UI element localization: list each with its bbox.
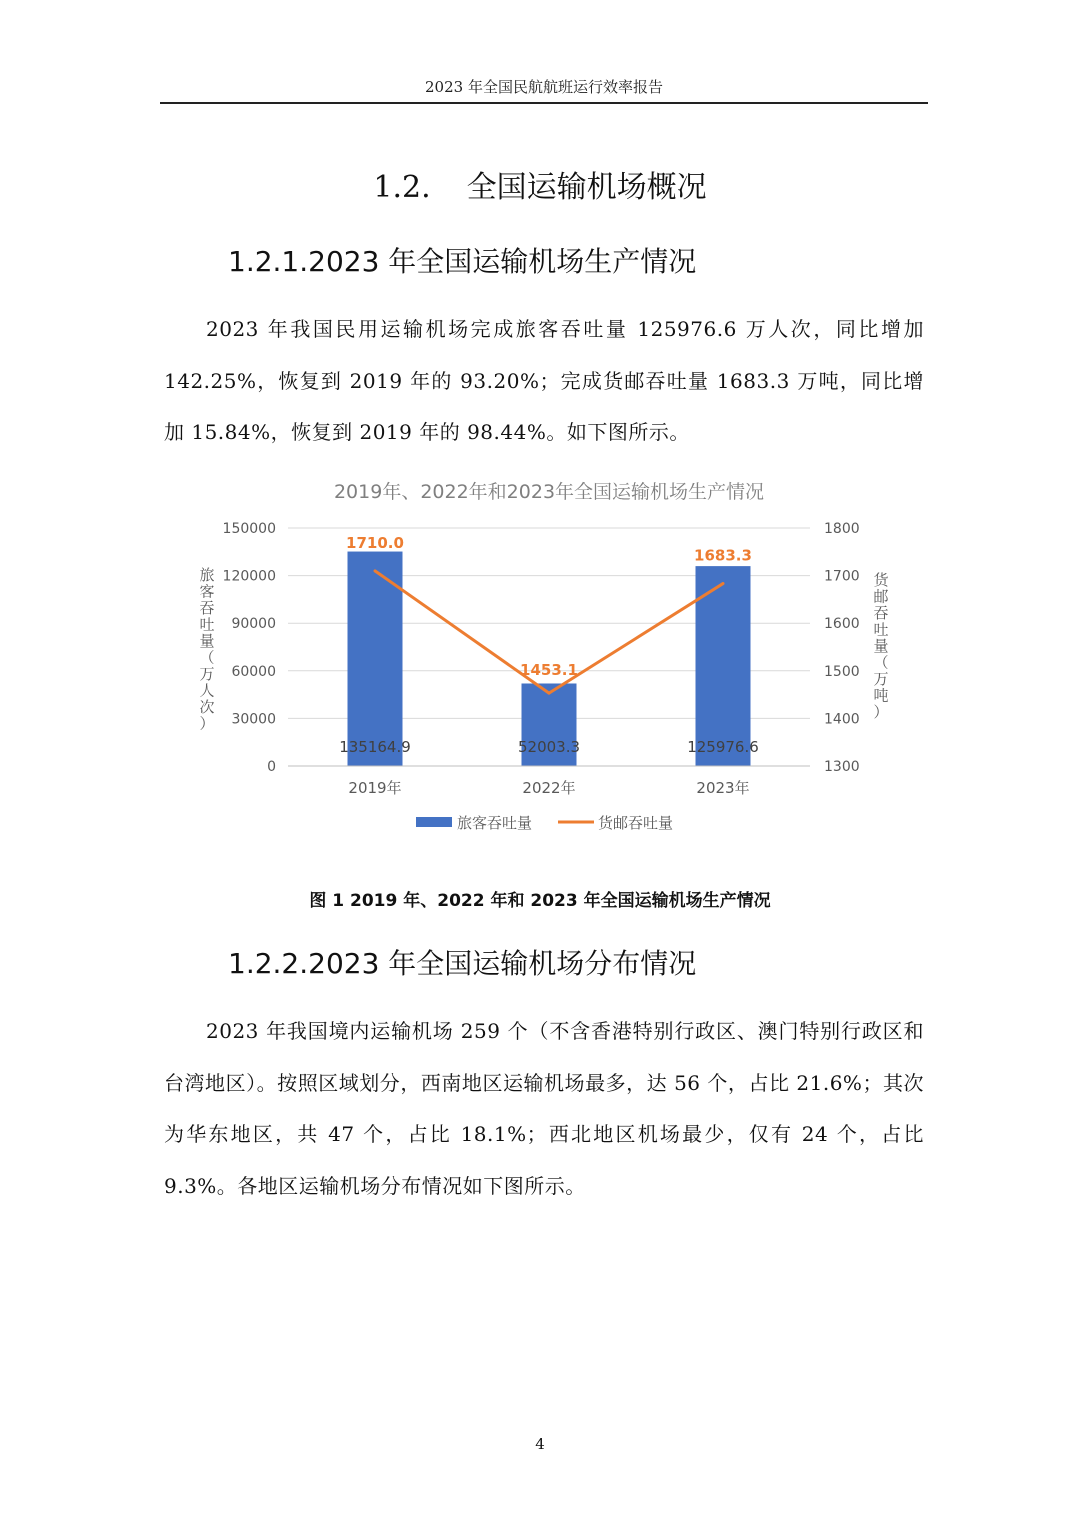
subsection-heading-2: 1.2.2.2023 年全国运输机场分布情况 — [228, 947, 697, 980]
legend-swatch-passenger — [416, 817, 452, 827]
line-point-cargo — [374, 569, 377, 572]
legend-label-cargo: 货邮吞吐量 — [598, 814, 674, 832]
left-axis-tick-label: 0 — [267, 759, 276, 775]
left-axis-tick-label: 120000 — [222, 568, 276, 585]
legend-label-passenger: 旅客吞吐量 — [457, 814, 533, 832]
paragraph-1-text: 2023 年我国民用运输机场完成旅客吞吐量 125976.6 万人次，同比增加 142.25%，恢复到 2019 年的 93.20%；完成货邮吞吐量 1683.3 万吨，同比增加 15.84%，恢复到 2019 年的 98.44%。如下图所示。 — [164, 317, 924, 444]
right-axis-tick-label: 1800 — [824, 521, 860, 537]
bar-data-label: 52003.3 — [517, 738, 581, 756]
section-number: 1.2. — [373, 170, 431, 205]
paragraph-2-text: 2023 年我国境内运输机场 259 个（不含香港特别行政区、澳门特别行政区和台湾地区）。按照区域划分，西南地区运输机场最多，达 56 个，占比 21.6%；其次为华东地区，共 47 个，占比 18.1%；西北地区机场最少，仅有 24 个，占比 9.3%。各地区运输机场分布情况如下图所示。 — [164, 1019, 924, 1198]
line-data-label: 1453.1 — [520, 661, 578, 680]
x-axis-category-label: 2022年 — [522, 779, 576, 797]
right-axis-tick-label: 1300 — [824, 759, 860, 775]
right-axis-title: 货邮吞吐量（万吨） — [873, 571, 889, 721]
line-point-cargo — [722, 582, 725, 585]
left-axis-tick-label: 90000 — [231, 616, 276, 633]
right-axis-tick-label: 1600 — [824, 616, 860, 633]
left-axis-tick-label: 30000 — [231, 711, 276, 728]
right-axis-tick-label: 1500 — [824, 663, 860, 680]
x-axis-category-label: 2023年 — [696, 779, 750, 797]
header-rule — [160, 102, 928, 104]
left-axis-title: 旅客吞吐量（万人次） — [199, 566, 215, 733]
line-data-label: 1683.3 — [694, 546, 752, 565]
page-number: 4 — [535, 1435, 545, 1453]
left-axis-tick-label: 60000 — [231, 663, 276, 680]
paragraph-2 — [164, 1006, 924, 1212]
chart-figure — [160, 470, 928, 850]
chart-title: 2019年、2022年和2023年全国运输机场生产情况 — [333, 481, 765, 503]
bar-data-label: 135164.9 — [339, 738, 411, 756]
combo-chart — [160, 470, 928, 850]
figure-caption: 图 1 2019 年、2022 年和 2023 年全国运输机场生产情况 — [309, 891, 771, 911]
right-axis-tick-label: 1400 — [824, 711, 860, 728]
left-axis-tick-label: 150000 — [222, 521, 276, 537]
right-axis-tick-label: 1700 — [824, 568, 860, 585]
section-heading — [0, 162, 1080, 206]
x-axis-category-label: 2019年 — [348, 779, 402, 797]
line-point-cargo — [548, 692, 551, 695]
bar-data-label: 125976.6 — [687, 738, 759, 756]
running-header: 2023 年全国民航航班运行效率报告 — [425, 78, 663, 96]
line-data-label: 1710.0 — [346, 533, 404, 552]
section-title: 全国运输机场概况 — [466, 170, 707, 205]
subsection-heading-1: 1.2.1.2023 年全国运输机场生产情况 — [228, 245, 697, 278]
paragraph-1 — [164, 304, 924, 459]
